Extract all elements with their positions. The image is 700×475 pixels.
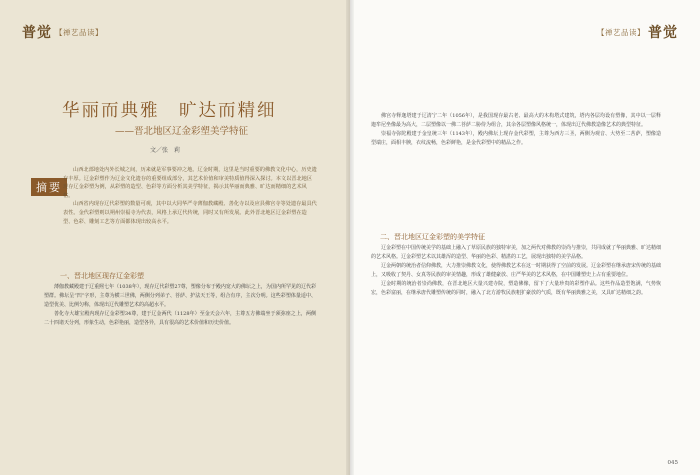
right-page — [350, 0, 700, 475]
section-heading-2: 二、晋北地区辽金彩塑的美学特征 — [380, 233, 485, 241]
abstract-paragraph-2: 山西省内现存辽代彩塑的数量可观，其中以大同华严寺薄伽教藏殿、善化寺以及应县佛宫寺等处遗存最具代表性。金代彩塑则以朔州崇福寺为代表，风格上承辽代传统，同时又有所发展。此外晋北地区辽金彩塑在造型、色彩、雕刻工艺等方面都体现出较高水平。 — [63, 201, 317, 225]
page-gutter — [346, 0, 354, 475]
body-paragraph: 佛宫寺释迦塔建于辽清宁二年（1056年），是我国现存最古老、最高大的木构塔式建筑，塔内各层均设有塑像，其中以一层释迦牟尼坐像最为高大，二层塑像以一佛二菩萨二胁侍为组合，其余各层塑像风格统一，体现出辽代佛教造像艺术的典型特征。 — [371, 113, 661, 128]
column-label: 【禅艺品读】 — [55, 27, 103, 37]
body-paragraph: 辽金彩塑在中国传统美学的基础上融入了草原民族的独特审美，加之两代对佛教的崇尚与推崇，共同成就了华丽典雅、旷达精细的艺术风格。辽金彩塑艺术以其雄浑的造型、华丽的色彩、精湛的工艺，展现出独特的美学品格。 — [371, 245, 662, 260]
masthead-logo — [22, 22, 103, 42]
section-2-body — [371, 244, 661, 297]
body-paragraph: 善化寺大雄宝殿内现存辽金彩塑34尊，建于辽金两代（1128年）至金天会六年，主尊五方佛端坐于须弥座之上，两侧二十四诸天分列，形象生动，色彩艳丽，造型各异，具有很高的艺术价值和历史价值。 — [44, 310, 316, 326]
article-byline: 文／张 莉 — [150, 147, 181, 154]
abstract-label: 摘要 — [31, 178, 67, 196]
masthead-logo-right — [597, 22, 678, 42]
body-paragraph: 辽金时期的统治者崇尚佛教，在晋北地区大量兴建寺院，塑造佛像，留下了大量珍贵的彩塑作品。这些作品造型饱满，气势恢宏，色彩富丽，在继承唐代雕塑传统的同时，融入了北方游牧民族粗犷豪放的气质，既有华丽典雅之美，又具旷达精细之韵。 — [371, 280, 661, 296]
abstract-paragraph: 山西北部地处内外长城之间，历来就是军事要冲之地。辽金时期，这里是当时重要的佛教文化中心，历史遗存丰厚。辽金彩塑作为辽金文化遗存的重要组成部分，其艺术价值和审美特质值得深入探讨。本文以晋北地区现存辽金彩塑为例，从彩塑的造型、色彩等方面分析其美学特征，揭示其华丽而典雅、旷达而精细的艺术风格。 — [63, 167, 317, 199]
right-body-continued — [371, 112, 661, 148]
body-paragraph: 辽金两朝的统治者信仰佛教，大力推崇佛教文化，使得佛教艺术在这一时期获得了空前的发展。辽金彩塑在继承唐宋传统的基础上，又吸收了契丹、女真等民族的审美情趣，形成了雄健豪放、庄严华美的艺术风格，在中国雕塑史上占有重要地位。 — [371, 262, 662, 278]
logo-mark-right: 普觉 — [648, 25, 678, 41]
article-title: 华丽而典雅 旷达而精细 — [62, 101, 277, 121]
page-number: 045 — [667, 460, 678, 466]
logo-mark: 普觉 — [22, 25, 52, 41]
section-heading-1: 一、晋北地区现存辽金彩塑 — [60, 272, 144, 280]
column-label-right: 【禅艺品读】 — [597, 27, 645, 37]
body-paragraph: 薄伽教藏殿建于辽重熙七年（1038年），现存辽代彩塑27尊，塑像分布于殿内宽大的佛坛之上，为国内所罕见的辽代彩塑群。佛坛呈“凹”字形，主尊为横三世佛，两侧分列弟子、菩萨、护法天王等，组合有序，主次分明。这些彩塑体量适中、造型优美、比例匀称，体现出辽代雕塑艺术的高超水平。 — [44, 284, 316, 308]
section-1-body — [44, 283, 316, 328]
abstract-text — [63, 166, 317, 226]
article-subtitle: ——晋北地区辽金彩塑美学特征 — [115, 126, 249, 137]
body-paragraph: 崇福寺弥陀殿建于金皇统三年（1143年），殿内佛坛上现存金代彩塑，主尊为西方三圣，两侧为观音、大势至二菩萨，塑像造型端庄，面相丰腴，衣纹流畅，色彩鲜艳，是金代彩塑中的精品之作。 — [371, 130, 661, 146]
